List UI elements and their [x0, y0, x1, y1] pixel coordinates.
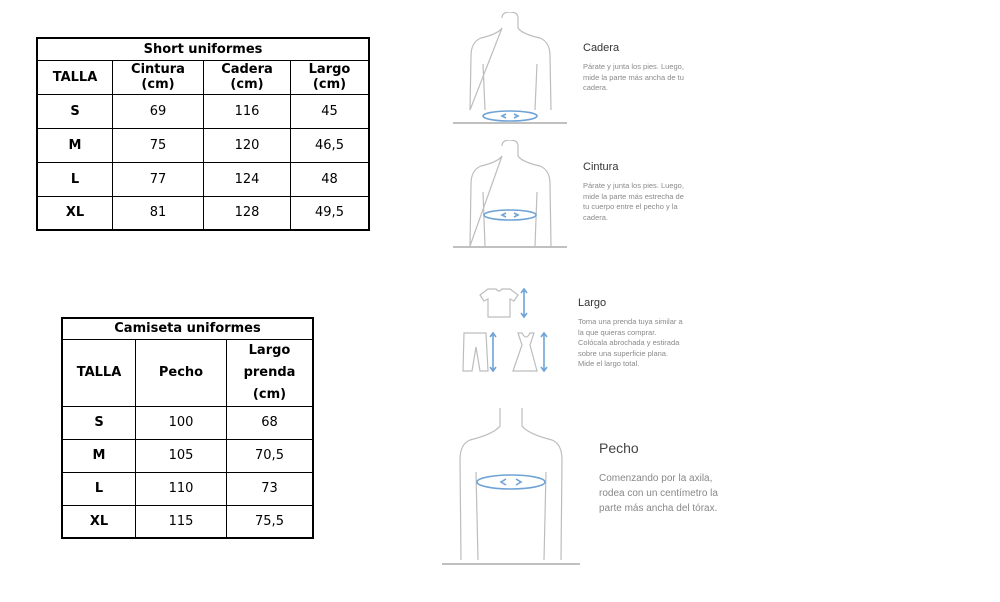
short-size-table: [36, 37, 370, 231]
table-cell: 48: [291, 162, 370, 196]
waist-measure-line: [484, 210, 536, 220]
size-label: XL: [37, 196, 113, 230]
short-header-talla: TALLA: [37, 60, 113, 94]
guide-text-line: Párate y junta los pies. Luego,: [583, 62, 684, 71]
size-label: S: [37, 94, 113, 128]
camiseta-header-largo: Largo prenda (cm): [227, 339, 314, 406]
camiseta-header-pecho: Pecho: [136, 339, 227, 406]
table-row: [62, 406, 313, 439]
table-cell: 116: [204, 94, 291, 128]
guide-cintura-title: Cintura: [583, 161, 619, 173]
guide-cadera-title: Cadera: [583, 42, 620, 54]
table-row: [62, 505, 313, 538]
guide-text-line: rodea con un centímetro la: [599, 488, 718, 499]
guide-text-line: parte más ancha del tórax.: [599, 503, 718, 514]
table-cell: 46,5: [291, 128, 370, 162]
table-cell: 81: [113, 196, 204, 230]
size-label: M: [37, 128, 113, 162]
short-header-largo: Largo (cm): [291, 60, 370, 94]
hip-measure-line: [483, 111, 537, 121]
guide-text-line: sobre una superficie plana.: [578, 348, 669, 358]
table-cell: 73: [227, 472, 314, 505]
guide-text-line: Colócala abrochada y estirada: [578, 338, 680, 347]
table-cell: 69: [113, 94, 204, 128]
table-row: [37, 128, 369, 162]
size-label: M: [62, 439, 136, 472]
short-header-cintura: Cintura (cm): [113, 60, 204, 94]
table-row: [37, 94, 369, 128]
guide-text-line: cadera.: [583, 83, 609, 92]
table-row: [37, 162, 369, 196]
guide-largo-text: [578, 317, 683, 370]
table-cell: 110: [136, 472, 227, 505]
table-cell: 45: [291, 94, 370, 128]
size-label: S: [62, 406, 136, 439]
table-cell: 100: [136, 406, 227, 439]
camiseta-header-talla: TALLA: [62, 339, 136, 406]
dress-icon: [513, 333, 537, 371]
guide-text-line: Comenzando por la axila,: [599, 473, 713, 484]
guide-text-line: mide la parte más ancha de tu: [583, 72, 684, 82]
table-cell: 70,5: [227, 439, 314, 472]
size-label: L: [62, 472, 136, 505]
short-table-title: Short uniformes: [37, 38, 369, 60]
table-cell: 49,5: [291, 196, 370, 230]
length-measure-figure: [458, 285, 553, 380]
guide-cadera-text: [583, 62, 684, 94]
guide-largo-title: Largo: [578, 297, 607, 309]
table-cell: 105: [136, 439, 227, 472]
guide-cintura-text: [583, 181, 684, 223]
guide-text-line: cadera.: [583, 212, 609, 222]
short-header-cadera: Cadera (cm): [204, 60, 291, 94]
table-cell: 75,5: [227, 505, 314, 538]
chest-measure-line: [477, 475, 545, 489]
tshirt-icon: [480, 289, 518, 317]
hip-measure-figure: [450, 12, 570, 127]
guide-text-line: mide la parte más estrecha de: [583, 191, 684, 201]
guide-pecho-title: Pecho: [599, 440, 639, 456]
table-cell: 68: [227, 406, 314, 439]
table-row: [37, 196, 369, 230]
table-row: [62, 439, 313, 472]
guide-text-line: Toma una prenda tuya similar a: [578, 317, 683, 326]
table-cell: 77: [113, 162, 204, 196]
table-row: [62, 472, 313, 505]
camiseta-table-title: Camiseta uniformes: [62, 318, 313, 339]
chest-measure-figure: [440, 402, 582, 567]
size-label: XL: [62, 505, 136, 538]
table-cell: 120: [204, 128, 291, 162]
pants-icon: [463, 333, 488, 371]
table-cell: 75: [113, 128, 204, 162]
guide-text-line: la que quieras comprar.: [578, 327, 657, 337]
guide-pecho-text: [599, 471, 718, 516]
table-cell: 128: [204, 196, 291, 230]
size-label: L: [37, 162, 113, 196]
guide-text-line: Mide el largo total.: [578, 359, 640, 368]
table-cell: 115: [136, 505, 227, 538]
camiseta-size-table: [61, 317, 314, 539]
guide-text-line: Párate y junta los pies. Luego,: [583, 181, 684, 190]
waist-measure-figure: [450, 140, 570, 250]
table-cell: 124: [204, 162, 291, 196]
guide-text-line: tu cuerpo entre el pecho y la: [583, 202, 678, 211]
